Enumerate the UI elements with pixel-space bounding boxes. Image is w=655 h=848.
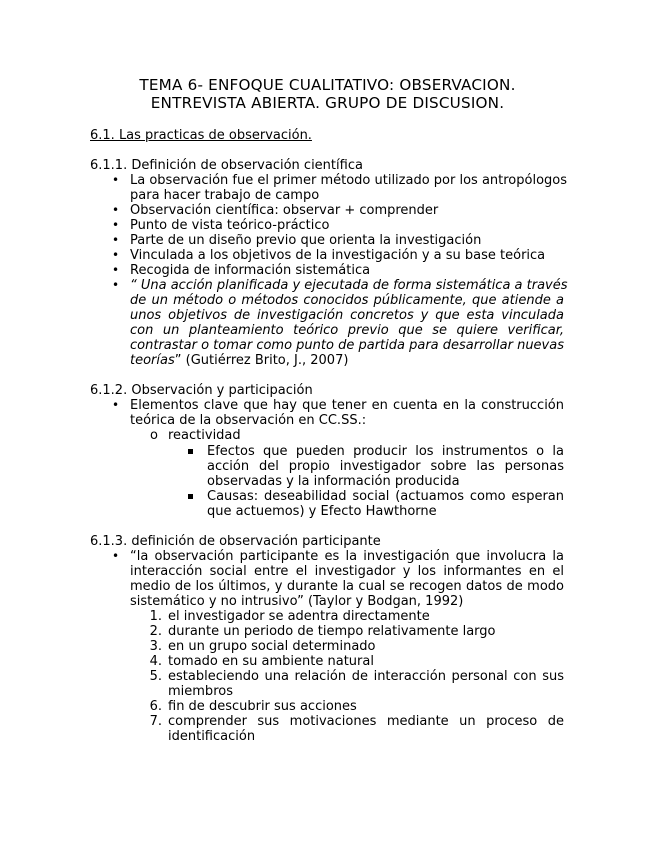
sub-item: reactividad xyxy=(168,428,241,443)
quote-line-last xyxy=(130,353,348,368)
numbered-item: comprender sus motivaciones mediante un proceso de xyxy=(168,714,564,729)
numbered-item: tomado en su ambiente natural xyxy=(168,654,374,669)
sub-sub-item-line: acción del propio investigador sobre las personas xyxy=(207,459,564,474)
item-number: 6. xyxy=(149,699,162,714)
quote-line: de un método o métodos conocidos públicamente, que atiende a xyxy=(130,293,564,308)
numbered-item: en un grupo social determinado xyxy=(168,639,376,654)
quote-line: sistemático y no intrusivo” (Taylor y Bodgan, 1992) xyxy=(130,594,464,609)
item-number: 2. xyxy=(149,624,162,639)
section-6-1-heading: 6.1. Las practicas de observación. xyxy=(90,128,312,143)
bullet-marker: • xyxy=(112,263,120,277)
sub-sub-item-line: observadas y la información producida xyxy=(207,474,460,489)
title-line-1: TEMA 6- ENFOQUE CUALITATIVO: OBSERVACION. xyxy=(139,76,516,94)
list-item-line: para hacer trabajo de campo xyxy=(130,188,320,203)
list-item-line: teórica de la observación en CC.SS.: xyxy=(130,413,367,428)
bullet-marker: • xyxy=(112,398,120,412)
numbered-item-cont: miembros xyxy=(168,684,233,699)
numbered-item: el investigador se adentra directamente xyxy=(168,609,430,624)
section-6-1-2-heading: 6.1.2. Observación y participación xyxy=(90,383,313,398)
page-title xyxy=(90,76,565,112)
bullet-marker: • xyxy=(112,218,120,232)
quote-line: “ Una acción planificada y ejecutada de forma sistemática a través xyxy=(130,278,568,293)
numbered-item: estableciendo una relación de interacción personal con sus xyxy=(168,669,564,684)
quote-line: interacción social entre el investigador y los informantes en el xyxy=(130,564,564,579)
square-marker xyxy=(188,494,193,499)
list-item: Observación científica: observar + comprender xyxy=(130,203,439,218)
bullet-marker: • xyxy=(112,173,120,187)
quote-line: medio de los últimos, y durante la cual se recogen datos de modo xyxy=(130,579,564,594)
item-number: 3. xyxy=(149,639,162,654)
section-6-1-3-heading: 6.1.3. definición de observación participante xyxy=(90,534,381,549)
item-number: 7. xyxy=(149,714,162,729)
item-number: 1. xyxy=(149,609,162,624)
list-item: Parte de un diseño previo que orienta la investigación xyxy=(130,233,482,248)
section-6-1-1-heading: 6.1.1. Definición de observación científica xyxy=(90,158,363,173)
quote-italic-end: teorías xyxy=(130,353,175,368)
bullet-marker: • xyxy=(112,233,120,247)
numbered-item-cont: identificación xyxy=(168,729,256,744)
bullet-marker: • xyxy=(112,278,120,292)
square-marker xyxy=(188,449,193,454)
quote-citation: ” (Gutiérrez Brito, J., 2007) xyxy=(174,353,349,368)
quote-line: unos objetivos de investigación concretos y que esta vinculada xyxy=(130,308,564,323)
sub-sub-item-line: Efectos que pueden producir los instrumentos o la xyxy=(207,444,564,459)
bullet-marker: • xyxy=(112,248,120,262)
sub-sub-item-line: Causas: deseabilidad social (actuamos como esperan xyxy=(207,489,564,504)
list-item: Recogida de información sistemática xyxy=(130,263,371,278)
item-number: 4. xyxy=(149,654,162,669)
numbered-item: durante un periodo de tiempo relativamente largo xyxy=(168,624,496,639)
item-number: 5. xyxy=(149,669,162,684)
list-item: Punto de vista teórico-práctico xyxy=(130,218,330,233)
quote-line: con un planteamiento teórico previo que se quiere verificar, xyxy=(130,323,564,338)
bullet-marker: • xyxy=(112,203,120,217)
quote-line: contrastar o tomar como punto de partida para desarrollar nuevas xyxy=(130,338,564,353)
quote-line: “la observación participante es la investigación que involucra la xyxy=(130,549,564,564)
list-item-line: Elementos clave que hay que tener en cuenta en la construcción xyxy=(130,398,564,413)
circle-marker: o xyxy=(150,428,158,443)
bullet-marker: • xyxy=(112,549,120,563)
title-line-2: ENTREVISTA ABIERTA. GRUPO DE DISCUSION. xyxy=(150,94,505,112)
list-item-line: La observación fue el primer método utilizado por los antropólogos xyxy=(130,173,568,188)
sub-sub-item-line: que actuemos) y Efecto Hawthorne xyxy=(207,504,437,519)
numbered-item: fin de descubrir sus acciones xyxy=(168,699,357,714)
list-item: Vinculada a los objetivos de la investigación y a su base teórica xyxy=(130,248,546,263)
